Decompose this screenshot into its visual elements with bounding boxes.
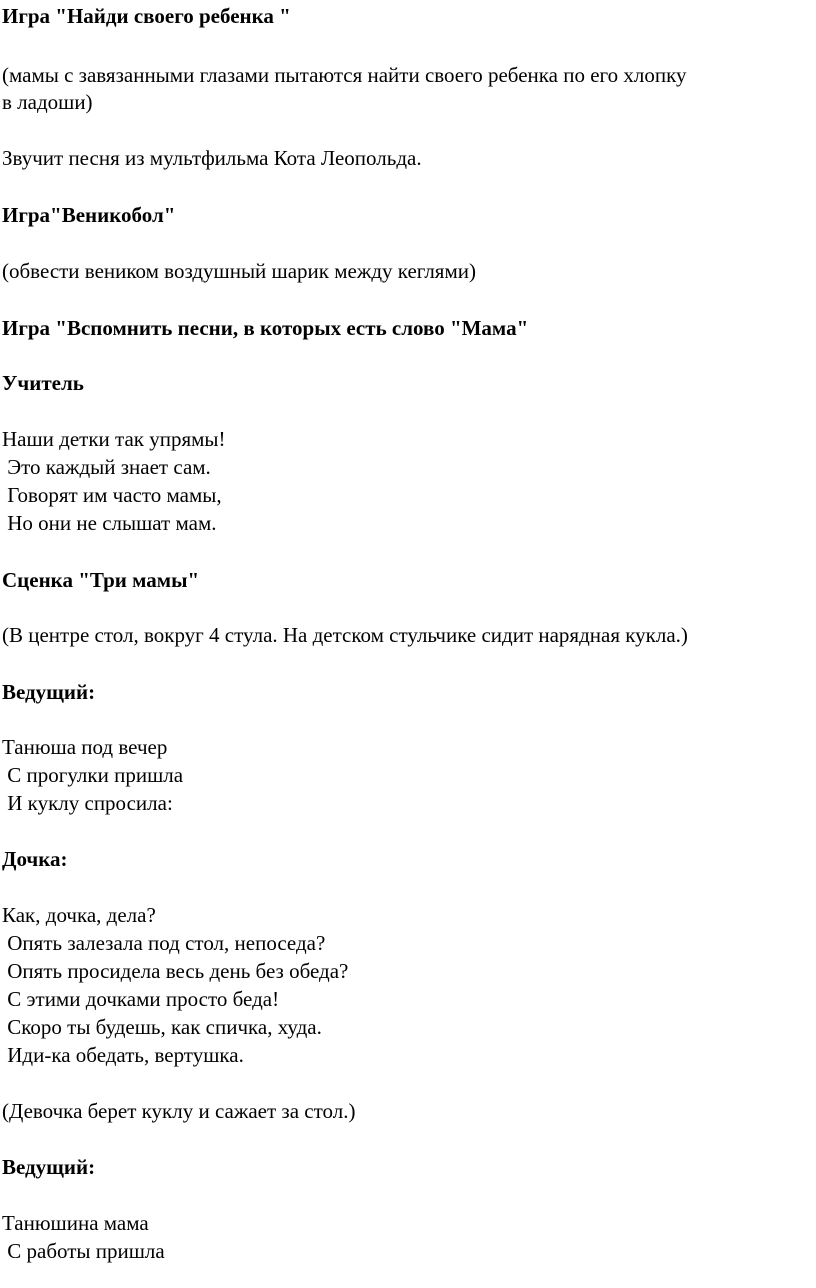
- teacher-verse-line: Но они не слышат мам.: [2, 511, 217, 535]
- game3-title: Игра "Вспомнить песни, в которых есть слово "Мама": [2, 316, 529, 340]
- daughter-verse-line: Скоро ты будешь, как спичка, худа.: [2, 1015, 322, 1039]
- daughter-label: Дочка:: [2, 847, 68, 871]
- scene-title: Сценка "Три мамы": [2, 568, 200, 592]
- song-note: Звучит песня из мультфильма Кота Леопольда.: [2, 146, 422, 170]
- game1-title: Игра "Найди своего ребенка ": [2, 4, 291, 28]
- game1-description-line-1: (мамы с завязанными глазами пытаются найти своего ребенка по его хлопку: [2, 63, 687, 87]
- teacher-verse-line: Говорят им часто мамы,: [2, 483, 222, 507]
- host-verse-line: С прогулки пришла: [2, 763, 184, 787]
- teacher-verse-line: Это каждый знает сам.: [2, 455, 211, 479]
- host-verse-line: Танюша под вечер: [2, 735, 168, 759]
- girl-action-note: (Девочка берет куклу и сажает за стол.): [2, 1099, 356, 1123]
- host-label: Ведущий:: [2, 680, 96, 704]
- scene-description: (В центре стол, вокруг 4 стула. На детском стульчике сидит нарядная кукла.): [2, 623, 688, 647]
- game2-title: Игра"Веникобол": [2, 203, 176, 227]
- teacher-verse-line: Наши детки так упрямы!: [2, 427, 226, 451]
- game2-description: (обвести веником воздушный шарик между кеглями): [2, 259, 476, 283]
- host-verse-line: С работы пришла: [2, 1239, 165, 1263]
- host-label: Ведущий:: [2, 1155, 96, 1179]
- host-verse-line: И куклу спросила:: [2, 791, 173, 815]
- daughter-verse-line: Опять залезала под стол, непоседа?: [2, 931, 326, 955]
- daughter-verse-line: Опять просидела весь день без обеда?: [2, 959, 349, 983]
- teacher-label: Учитель: [2, 371, 84, 395]
- game1-description-line-2: в ладоши): [2, 90, 93, 114]
- daughter-verse-line: Иди-ка обедать, вертушка.: [2, 1043, 244, 1067]
- daughter-verse-line: С этими дочками просто беда!: [2, 987, 280, 1011]
- host-verse-line: Танюшина мама: [2, 1211, 149, 1235]
- daughter-verse-line: Как, дочка, дела?: [2, 903, 156, 927]
